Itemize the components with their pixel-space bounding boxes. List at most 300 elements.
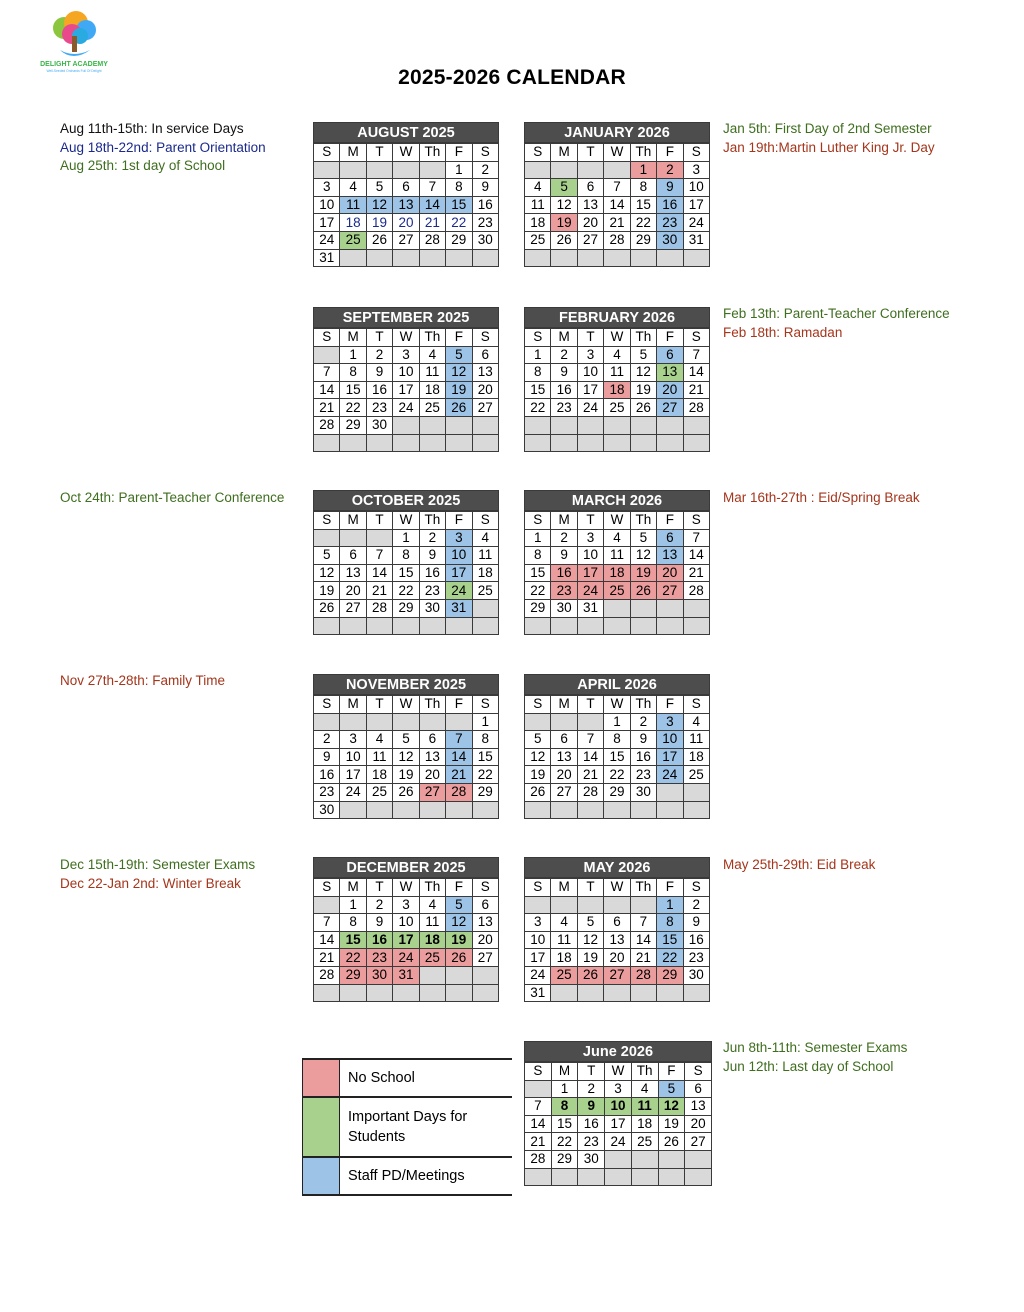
day-cell: 18	[683, 748, 709, 766]
empty-day-cell	[419, 617, 445, 635]
day-cell: 27	[340, 599, 366, 617]
empty-day-cell	[577, 161, 603, 179]
day-cell: 19	[314, 582, 340, 600]
empty-day-cell	[525, 161, 551, 179]
empty-day-cell	[446, 249, 472, 267]
empty-day-cell	[525, 1080, 552, 1098]
day-cell: 2	[472, 161, 498, 179]
day-cell: 23	[551, 399, 577, 417]
legend-swatch-important-days	[302, 1098, 340, 1156]
week-row	[525, 249, 710, 267]
day-cell: 24	[314, 231, 340, 249]
empty-day-cell	[525, 896, 551, 914]
weekday-header: T	[578, 1063, 605, 1081]
day-cell: 1	[340, 896, 366, 914]
day-cell: 1	[630, 161, 656, 179]
empty-day-cell	[631, 1168, 658, 1186]
day-cell: 23	[366, 399, 392, 417]
weekday-header: T	[366, 879, 392, 897]
day-cell: 18	[631, 1115, 658, 1133]
empty-day-cell	[658, 1168, 685, 1186]
weekday-header: M	[551, 144, 577, 162]
week-row	[525, 599, 710, 617]
day-cell: 8	[472, 731, 498, 749]
day-cell: 15	[525, 381, 551, 399]
week-row	[525, 381, 710, 399]
weekday-header: F	[446, 329, 472, 347]
day-cell: 28	[366, 599, 392, 617]
day-cell: 24	[393, 949, 419, 967]
weekday-header: F	[446, 696, 472, 714]
empty-day-cell	[577, 416, 603, 434]
day-cell: 6	[685, 1080, 712, 1098]
day-cell: 7	[419, 179, 445, 197]
month-calendar	[524, 674, 710, 819]
empty-day-cell	[340, 984, 366, 1002]
weekday-header: F	[658, 1063, 685, 1081]
month-grid	[524, 328, 710, 452]
empty-day-cell	[340, 529, 366, 547]
calendar-note: Jun 8th-11th: Semester Exams	[723, 1040, 908, 1055]
day-cell: 3	[446, 529, 472, 547]
weekday-header: S	[472, 144, 498, 162]
week-row	[525, 346, 710, 364]
weekday-header: S	[525, 879, 551, 897]
day-cell: 22	[657, 949, 683, 967]
calendar-note: Nov 27th-28th: Family Time	[60, 673, 226, 688]
legend-swatch-staff-pd	[302, 1158, 340, 1194]
empty-day-cell	[657, 416, 683, 434]
month-grid	[313, 143, 499, 267]
day-cell: 18	[525, 214, 551, 232]
weekday-header: M	[551, 1063, 578, 1081]
day-cell: 20	[340, 582, 366, 600]
day-cell: 19	[630, 564, 656, 582]
day-cell: 2	[578, 1080, 605, 1098]
weekday-header: S	[525, 329, 551, 347]
day-cell: 13	[657, 547, 683, 565]
empty-day-cell	[314, 896, 340, 914]
day-cell: 21	[314, 949, 340, 967]
day-cell: 25	[604, 582, 630, 600]
weekday-header: M	[551, 512, 577, 530]
day-cell: 30	[683, 966, 709, 984]
day-cell: 19	[551, 214, 577, 232]
empty-day-cell	[366, 984, 392, 1002]
day-cell: 12	[551, 196, 577, 214]
empty-day-cell	[446, 416, 472, 434]
empty-day-cell	[630, 434, 656, 452]
day-cell: 16	[551, 564, 577, 582]
day-cell: 12	[577, 931, 603, 949]
day-cell: 12	[658, 1098, 685, 1116]
calendar-note: Aug 11th-15th: In service Days	[60, 121, 244, 136]
empty-day-cell	[419, 161, 445, 179]
week-row	[525, 984, 710, 1002]
week-row	[314, 713, 499, 731]
day-cell: 20	[551, 766, 577, 784]
week-row	[525, 196, 710, 214]
empty-day-cell	[657, 783, 683, 801]
week-row	[314, 801, 499, 819]
day-cell: 6	[657, 346, 683, 364]
day-cell: 9	[366, 914, 392, 932]
week-row	[314, 434, 499, 452]
day-cell: 21	[366, 582, 392, 600]
day-cell: 10	[657, 731, 683, 749]
weekday-header: T	[577, 879, 603, 897]
day-cell: 16	[366, 381, 392, 399]
calendar-note: Jan 5th: First Day of 2nd Semester	[723, 121, 932, 136]
day-cell: 30	[366, 416, 392, 434]
weekday-header: T	[577, 512, 603, 530]
day-cell: 14	[604, 196, 630, 214]
day-cell: 23	[366, 949, 392, 967]
week-row	[314, 766, 499, 784]
weekday-header: F	[657, 696, 683, 714]
day-cell: 19	[446, 931, 472, 949]
day-cell: 6	[472, 896, 498, 914]
day-cell: 25	[631, 1133, 658, 1151]
week-row	[314, 529, 499, 547]
day-cell: 8	[551, 1098, 578, 1116]
day-cell: 11	[683, 731, 709, 749]
calendar-note: Aug 25th: 1st day of School	[60, 158, 226, 173]
empty-day-cell	[657, 434, 683, 452]
weekday-header: W	[393, 696, 419, 714]
empty-day-cell	[314, 161, 340, 179]
day-cell: 29	[604, 783, 630, 801]
day-cell: 15	[393, 564, 419, 582]
month-grid	[524, 1062, 712, 1186]
day-cell: 15	[551, 1115, 578, 1133]
weekday-header: Th	[630, 144, 656, 162]
day-cell: 7	[314, 364, 340, 382]
day-cell: 5	[366, 179, 392, 197]
day-cell: 20	[472, 381, 498, 399]
day-cell: 25	[551, 966, 577, 984]
day-cell: 23	[630, 766, 656, 784]
weekday-header: F	[446, 512, 472, 530]
day-cell: 25	[472, 582, 498, 600]
weekday-header: S	[525, 144, 551, 162]
day-cell: 28	[683, 399, 709, 417]
day-cell: 24	[525, 966, 551, 984]
empty-day-cell	[630, 249, 656, 267]
week-row	[314, 214, 499, 232]
day-cell: 11	[366, 748, 392, 766]
day-cell: 22	[630, 214, 656, 232]
empty-day-cell	[525, 617, 551, 635]
day-cell: 10	[393, 364, 419, 382]
empty-day-cell	[551, 617, 577, 635]
week-row	[525, 1098, 712, 1116]
day-cell: 17	[340, 766, 366, 784]
legend-row-staff-pd	[302, 1158, 512, 1196]
day-cell: 26	[630, 582, 656, 600]
week-row	[314, 931, 499, 949]
month-title: OCTOBER 2025	[313, 490, 499, 511]
day-cell: 18	[366, 766, 392, 784]
empty-day-cell	[683, 416, 709, 434]
day-cell: 10	[577, 547, 603, 565]
day-cell: 23	[551, 582, 577, 600]
empty-day-cell	[630, 617, 656, 635]
empty-day-cell	[551, 416, 577, 434]
day-cell: 22	[446, 214, 472, 232]
empty-day-cell	[604, 896, 630, 914]
week-row	[525, 801, 710, 819]
day-cell: 10	[446, 547, 472, 565]
empty-day-cell	[525, 801, 551, 819]
week-row	[525, 1080, 712, 1098]
day-cell: 15	[604, 748, 630, 766]
empty-day-cell	[366, 161, 392, 179]
legend-label: Staff PD/Meetings	[348, 1168, 465, 1184]
month-calendar	[313, 857, 499, 1002]
week-row	[314, 731, 499, 749]
day-cell: 6	[604, 914, 630, 932]
day-cell: 29	[525, 599, 551, 617]
day-cell: 27	[472, 949, 498, 967]
weekday-header: S	[472, 329, 498, 347]
week-row	[525, 399, 710, 417]
day-cell: 25	[340, 231, 366, 249]
day-cell: 12	[446, 364, 472, 382]
empty-day-cell	[551, 1168, 578, 1186]
day-cell: 30	[314, 801, 340, 819]
empty-day-cell	[577, 249, 603, 267]
week-row	[314, 231, 499, 249]
day-cell: 28	[630, 966, 656, 984]
logo-tagline: Well-Seeded Orchards Full Of Delight	[46, 69, 102, 73]
day-cell: 6	[472, 346, 498, 364]
day-cell: 23	[578, 1133, 605, 1151]
empty-day-cell	[446, 801, 472, 819]
day-cell: 13	[604, 931, 630, 949]
day-cell: 16	[551, 381, 577, 399]
empty-day-cell	[604, 434, 630, 452]
day-cell: 28	[577, 783, 603, 801]
day-cell: 29	[393, 599, 419, 617]
empty-day-cell	[472, 416, 498, 434]
day-cell: 17	[577, 381, 603, 399]
day-cell: 14	[446, 748, 472, 766]
month-title: SEPTEMBER 2025	[313, 307, 499, 328]
weekday-header: T	[577, 329, 603, 347]
weekday-header: S	[314, 512, 340, 530]
day-cell: 1	[472, 713, 498, 731]
weekday-header: M	[340, 329, 366, 347]
empty-day-cell	[525, 249, 551, 267]
weekday-header: M	[551, 696, 577, 714]
day-cell: 10	[340, 748, 366, 766]
day-cell: 3	[605, 1080, 632, 1098]
day-cell: 17	[657, 748, 683, 766]
week-row	[525, 1150, 712, 1168]
day-cell: 1	[393, 529, 419, 547]
day-cell: 2	[419, 529, 445, 547]
note-group	[60, 672, 225, 691]
calendar-note: Feb 13th: Parent-Teacher Conference	[723, 306, 950, 321]
day-cell: 1	[525, 529, 551, 547]
legend	[302, 1058, 512, 1196]
day-cell: 24	[340, 783, 366, 801]
day-cell: 14	[525, 1115, 552, 1133]
day-cell: 20	[657, 564, 683, 582]
day-cell: 24	[446, 582, 472, 600]
empty-day-cell	[366, 249, 392, 267]
day-cell: 24	[605, 1133, 632, 1151]
month-grid	[313, 511, 499, 635]
day-cell: 29	[340, 416, 366, 434]
note-group	[723, 120, 935, 157]
day-cell: 16	[657, 196, 683, 214]
day-cell: 29	[551, 1150, 578, 1168]
empty-day-cell	[446, 434, 472, 452]
empty-day-cell	[366, 801, 392, 819]
month-grid	[313, 878, 499, 1002]
day-cell: 17	[314, 214, 340, 232]
day-cell: 27	[551, 783, 577, 801]
empty-day-cell	[551, 801, 577, 819]
day-cell: 31	[446, 599, 472, 617]
day-cell: 19	[658, 1115, 685, 1133]
day-cell: 16	[314, 766, 340, 784]
day-cell: 12	[525, 748, 551, 766]
day-cell: 8	[446, 179, 472, 197]
day-cell: 21	[630, 949, 656, 967]
day-cell: 28	[604, 231, 630, 249]
day-cell: 5	[446, 896, 472, 914]
day-cell: 4	[631, 1080, 658, 1098]
day-cell: 31	[314, 249, 340, 267]
weekday-header: S	[683, 879, 709, 897]
empty-day-cell	[366, 434, 392, 452]
day-cell: 31	[577, 599, 603, 617]
empty-day-cell	[525, 713, 551, 731]
day-cell: 1	[551, 1080, 578, 1098]
day-cell: 9	[314, 748, 340, 766]
week-row	[314, 582, 499, 600]
note-group	[60, 120, 266, 176]
weekday-header: Th	[419, 879, 445, 897]
month-calendar	[524, 1041, 712, 1186]
empty-day-cell	[472, 801, 498, 819]
empty-day-cell	[551, 896, 577, 914]
day-cell: 2	[314, 731, 340, 749]
week-row	[314, 896, 499, 914]
day-cell: 6	[657, 529, 683, 547]
day-cell: 8	[340, 914, 366, 932]
day-cell: 17	[683, 196, 709, 214]
calendar-note: Dec 22-Jan 2nd: Winter Break	[60, 875, 241, 891]
empty-day-cell	[525, 416, 551, 434]
day-cell: 11	[604, 547, 630, 565]
day-cell: 12	[366, 196, 392, 214]
week-row	[314, 416, 499, 434]
day-cell: 14	[683, 547, 709, 565]
week-row	[314, 966, 499, 984]
calendar-note: Jan 19th:Martin Luther King Jr. Day	[723, 139, 935, 155]
week-row	[314, 547, 499, 565]
day-cell: 14	[366, 564, 392, 582]
day-cell: 10	[605, 1098, 632, 1116]
day-cell: 3	[525, 914, 551, 932]
week-row	[525, 713, 710, 731]
day-cell: 7	[683, 346, 709, 364]
tree-logo-icon	[34, 10, 114, 74]
day-cell: 12	[630, 547, 656, 565]
empty-day-cell	[604, 416, 630, 434]
day-cell: 31	[683, 231, 709, 249]
week-row	[314, 196, 499, 214]
legend-label: Important Days for Students	[348, 1109, 468, 1145]
month-title: MARCH 2026	[524, 490, 710, 511]
day-cell: 21	[525, 1133, 552, 1151]
day-cell: 13	[340, 564, 366, 582]
weekday-header: F	[657, 879, 683, 897]
empty-day-cell	[604, 599, 630, 617]
day-cell: 12	[314, 564, 340, 582]
day-cell: 7	[446, 731, 472, 749]
empty-day-cell	[525, 1168, 552, 1186]
empty-day-cell	[683, 434, 709, 452]
empty-day-cell	[340, 249, 366, 267]
empty-day-cell	[657, 617, 683, 635]
week-row	[314, 381, 499, 399]
weekday-header: Th	[630, 696, 656, 714]
day-cell: 6	[551, 731, 577, 749]
calendar-note: Jun 12th: Last day of School	[723, 1058, 894, 1074]
day-cell: 4	[340, 179, 366, 197]
weekday-header: F	[446, 144, 472, 162]
weekday-header: T	[366, 144, 392, 162]
calendar-note: Aug 18th-22nd: Parent Orientation	[60, 139, 266, 155]
month-calendar	[524, 857, 710, 1002]
day-cell: 1	[525, 346, 551, 364]
day-cell: 5	[551, 179, 577, 197]
legend-label: No School	[348, 1070, 415, 1086]
day-cell: 25	[366, 783, 392, 801]
note-group	[723, 305, 950, 342]
day-cell: 1	[604, 713, 630, 731]
day-cell: 8	[630, 179, 656, 197]
day-cell: 9	[657, 179, 683, 197]
empty-day-cell	[604, 801, 630, 819]
weekday-header: S	[525, 696, 551, 714]
month-grid	[524, 511, 710, 635]
day-cell: 8	[393, 547, 419, 565]
day-cell: 10	[683, 179, 709, 197]
day-cell: 13	[685, 1098, 712, 1116]
note-group	[723, 489, 920, 508]
day-cell: 27	[419, 783, 445, 801]
empty-day-cell	[551, 984, 577, 1002]
day-cell: 30	[419, 599, 445, 617]
logo-name: DELIGHT ACADEMY	[40, 61, 108, 68]
note-group	[723, 856, 875, 875]
day-cell: 14	[419, 196, 445, 214]
day-cell: 6	[419, 731, 445, 749]
weekday-header: T	[366, 512, 392, 530]
day-cell: 22	[472, 766, 498, 784]
day-cell: 9	[630, 731, 656, 749]
day-cell: 11	[419, 364, 445, 382]
day-cell: 19	[393, 766, 419, 784]
empty-day-cell	[446, 966, 472, 984]
day-cell: 2	[366, 346, 392, 364]
